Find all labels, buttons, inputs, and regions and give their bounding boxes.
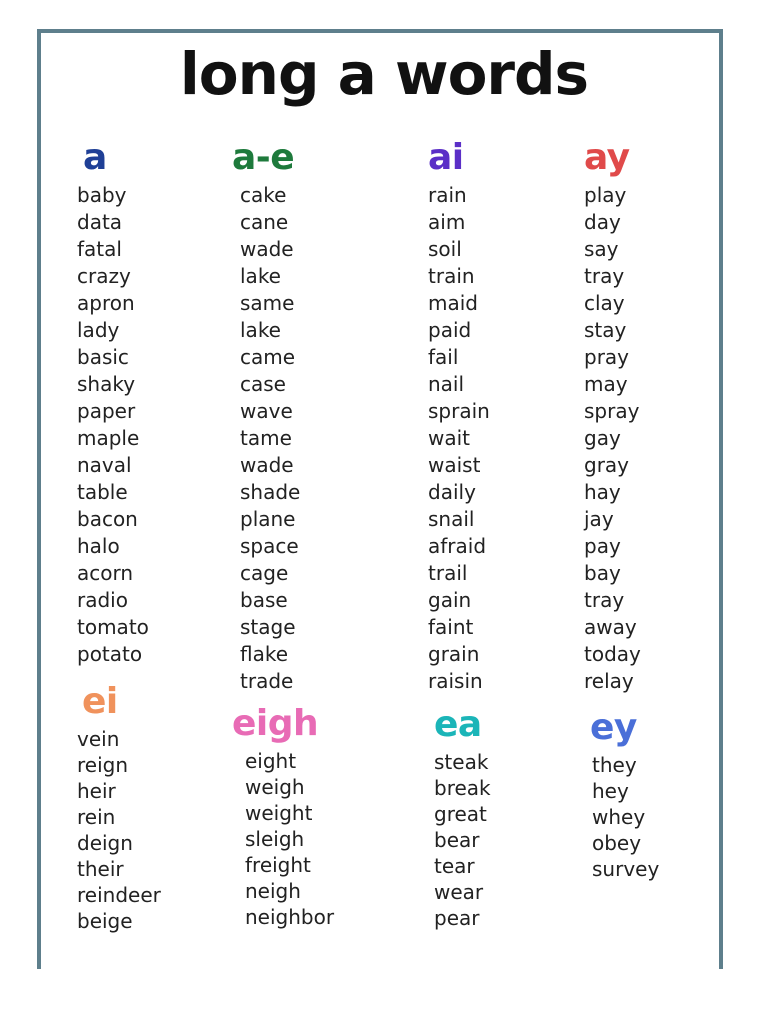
word-item: table xyxy=(77,480,128,504)
page-title: long a words xyxy=(179,40,589,108)
word-item: they xyxy=(592,753,637,777)
word-item: freight xyxy=(245,853,311,877)
group-a-e-heading: a-e xyxy=(232,137,295,178)
word-item: trade xyxy=(240,669,294,693)
group-ey xyxy=(590,707,660,882)
word-item: sprain xyxy=(428,399,490,423)
word-item: break xyxy=(434,776,491,800)
word-item: vein xyxy=(77,727,120,751)
word-item: today xyxy=(584,642,641,666)
word-item: flake xyxy=(240,642,289,666)
word-item: raisin xyxy=(428,669,483,693)
word-item: neighbor xyxy=(245,905,335,929)
word-item: base xyxy=(240,588,288,612)
word-item: bear xyxy=(434,828,480,852)
word-item: cake xyxy=(240,183,287,207)
word-item: crazy xyxy=(77,264,131,288)
word-item: lake xyxy=(240,264,281,288)
word-item: spray xyxy=(584,399,640,423)
word-item: away xyxy=(584,615,637,639)
word-item: afraid xyxy=(428,534,487,558)
word-item: nail xyxy=(428,372,465,396)
word-item: stage xyxy=(240,615,296,639)
word-item: baby xyxy=(77,183,127,207)
word-item: trail xyxy=(428,561,468,585)
word-item: tear xyxy=(434,854,475,878)
word-item: steak xyxy=(434,750,489,774)
group-a xyxy=(77,137,149,668)
word-item: wear xyxy=(434,880,484,904)
word-item: gain xyxy=(428,588,472,612)
word-item: data xyxy=(77,210,123,234)
word-item: came xyxy=(240,345,296,369)
group-ay xyxy=(584,137,641,695)
word-item: pear xyxy=(434,906,480,930)
word-item: say xyxy=(584,237,619,261)
word-item: wave xyxy=(240,399,293,423)
word-item: shade xyxy=(240,480,301,504)
word-item: space xyxy=(240,534,299,558)
group-ay-heading: ay xyxy=(584,137,630,178)
word-item: paid xyxy=(428,318,472,342)
word-item: same xyxy=(240,291,295,315)
word-item: daily xyxy=(428,480,476,504)
word-item: paper xyxy=(77,399,136,423)
word-item: wait xyxy=(428,426,471,450)
group-ey-word-list xyxy=(592,752,659,882)
word-item: cane xyxy=(240,210,289,234)
word-item: whey xyxy=(592,805,646,829)
word-item: wade xyxy=(240,237,294,261)
word-item: fail xyxy=(428,345,459,369)
word-item: hey xyxy=(592,779,629,803)
word-item: great xyxy=(434,802,487,826)
word-item: bacon xyxy=(77,507,138,531)
group-ay-word-list xyxy=(584,182,641,695)
word-item: plane xyxy=(240,507,296,531)
word-item: snail xyxy=(428,507,475,531)
word-item: wade xyxy=(240,453,294,477)
word-item: bay xyxy=(584,561,621,585)
group-ei-heading: ei xyxy=(82,681,118,722)
word-item: pay xyxy=(584,534,621,558)
word-item: relay xyxy=(584,669,634,693)
word-item: aim xyxy=(428,210,466,234)
word-item: obey xyxy=(592,831,642,855)
group-ai-word-list xyxy=(428,182,490,695)
word-item: deign xyxy=(77,831,133,855)
group-ai-heading: ai xyxy=(428,137,464,178)
group-ei xyxy=(77,681,161,934)
group-ei-word-list xyxy=(77,726,161,934)
word-item: rain xyxy=(428,183,467,207)
word-item: beige xyxy=(77,909,133,933)
group-a-heading: a xyxy=(83,137,107,178)
word-item: acorn xyxy=(77,561,134,585)
word-item: fatal xyxy=(77,237,122,261)
word-item: sleigh xyxy=(245,827,305,851)
word-item: weigh xyxy=(245,775,305,799)
word-item: heir xyxy=(77,779,116,803)
word-item: stay xyxy=(584,318,627,342)
word-item: radio xyxy=(77,588,128,612)
word-item: shaky xyxy=(77,372,136,396)
word-item: tomato xyxy=(77,615,149,639)
word-item: train xyxy=(428,264,475,288)
word-item: lady xyxy=(77,318,120,342)
word-item: tray xyxy=(584,588,625,612)
group-ea-word-list xyxy=(434,749,491,931)
word-item: lake xyxy=(240,318,281,342)
word-item: reindeer xyxy=(77,883,161,907)
word-item: eight xyxy=(245,749,297,773)
word-item: rein xyxy=(77,805,116,829)
word-item: survey xyxy=(592,857,660,881)
word-item: pray xyxy=(584,345,630,369)
word-item: reign xyxy=(77,753,129,777)
word-item: day xyxy=(584,210,621,234)
word-item: tame xyxy=(240,426,292,450)
word-item: faint xyxy=(428,615,474,639)
word-item: neigh xyxy=(245,879,301,903)
word-item: gay xyxy=(584,426,621,450)
word-item: halo xyxy=(77,534,120,558)
group-ai xyxy=(428,137,490,695)
word-item: gray xyxy=(584,453,630,477)
word-item: may xyxy=(584,372,628,396)
word-item: naval xyxy=(77,453,132,477)
group-a-e xyxy=(232,137,301,695)
word-item: cage xyxy=(240,561,289,585)
group-eigh-word-list xyxy=(245,748,334,930)
group-eigh-heading: eigh xyxy=(232,703,319,744)
group-ey-heading: ey xyxy=(590,707,637,748)
word-item: maid xyxy=(428,291,478,315)
word-item: potato xyxy=(77,642,143,666)
group-ea xyxy=(434,704,491,931)
word-item: grain xyxy=(428,642,480,666)
word-item: their xyxy=(77,857,124,881)
group-a-e-word-list xyxy=(240,182,300,695)
word-item: weight xyxy=(245,801,313,825)
word-item: hay xyxy=(584,480,621,504)
group-ea-heading: ea xyxy=(434,704,482,745)
group-a-word-list xyxy=(77,182,149,668)
word-item: tray xyxy=(584,264,625,288)
word-item: clay xyxy=(584,291,625,315)
word-item: jay xyxy=(584,507,614,531)
word-item: apron xyxy=(77,291,135,315)
word-item: basic xyxy=(77,345,129,369)
word-item: case xyxy=(240,372,286,396)
word-item: play xyxy=(584,183,627,207)
word-item: waist xyxy=(428,453,481,477)
group-eigh xyxy=(232,703,335,930)
word-item: soil xyxy=(428,237,462,261)
word-item: maple xyxy=(77,426,140,450)
